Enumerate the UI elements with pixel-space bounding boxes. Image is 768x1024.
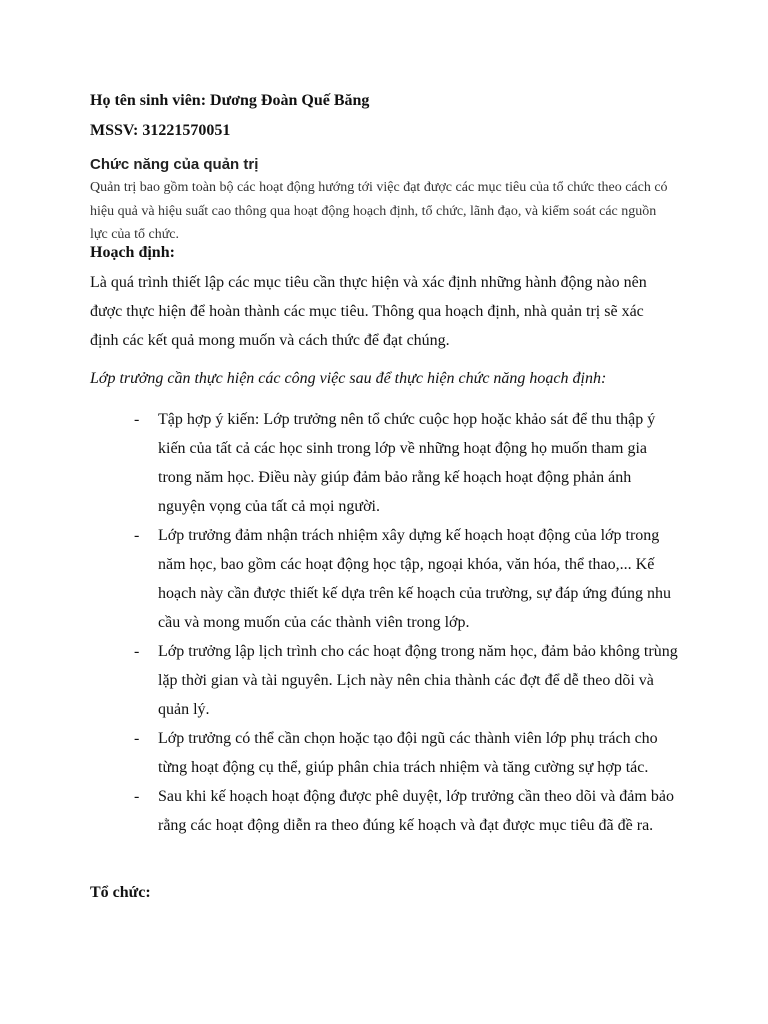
bullet-dash: -	[134, 730, 140, 747]
planning-heading: Hoạch định:	[90, 244, 175, 261]
list-item-text: Lớp trưởng đảm nhận trách nhiệm xây dựng kế hoạch hoạt động của lớp trong năm học, bao gồm các hoạt động học tập, ngoại khóa, văn hóa, thể thao,... Kế hoạch này cần được thiết kế dựa trên kế hoạch của trường, sự đáp ứng đúng nhu cầu và mong muốn của các thành viên trong lớp.	[158, 527, 672, 631]
section-intro: Quản trị bao gồm toàn bộ các hoạt động hướng tới việc đạt được các mục tiêu của tổ chức theo cách có hiệu quả và hiệu suất cao thông qua hoạt động hoạch định, tổ chức, lãnh đạo, và kiểm soát các nguồn lực của tổ chức.	[90, 180, 668, 242]
list-item-text: Lớp trưởng lập lịch trình cho các hoạt động trong năm học, đảm bảo không trùng lặp thời gian và tài nguyên. Lịch này nên chia thành các đợt để dễ theo dõi và quản lý.	[158, 643, 678, 718]
list-item	[90, 724, 680, 782]
bullet-dash: -	[134, 788, 140, 805]
planning-paragraph: Là quá trình thiết lập các mục tiêu cần thực hiện và xác định những hành động nào nên được thực hiện để hoàn thành các mục tiêu. Thông qua hoạch định, nhà quản trị sẽ xác định các kết quả mong muốn và cách thức để đạt chúng.	[90, 274, 647, 349]
bullet-dash: -	[134, 643, 140, 660]
list-item	[90, 521, 680, 637]
planning-task-list	[90, 405, 680, 840]
list-item	[90, 637, 680, 724]
student-name: Họ tên sinh viên: Dương Đoàn Quế Băng	[90, 92, 370, 109]
list-item-text: Sau khi kế hoạch hoạt động được phê duyệt, lớp trưởng cần theo dõi và đảm bảo rằng các hoạt động diễn ra theo đúng kế hoạch và đạt được mục tiêu đã đề ra.	[158, 788, 674, 834]
section-title: Chức năng của quản trị	[90, 156, 259, 173]
student-id: MSSV: 31221570051	[90, 122, 231, 139]
bullet-dash: -	[134, 527, 140, 544]
list-item	[90, 405, 680, 521]
bullet-dash: -	[134, 411, 140, 428]
list-item	[90, 782, 680, 840]
list-item-text: Lớp trưởng có thể cần chọn hoặc tạo đội ngũ các thành viên lớp phụ trách cho từng hoạt động cụ thể, giúp phân chia trách nhiệm và tăng cường sự hợp tác.	[158, 730, 658, 776]
list-item-text: Tập hợp ý kiến: Lớp trưởng nên tổ chức cuộc họp hoặc khảo sát để thu thập ý kiến của tất cả các học sinh trong lớp về những hoạt động họ muốn tham gia trong năm học. Điều này giúp đảm bảo rằng kế hoạch hoạt động phản ánh nguyện vọng của tất cả mọi người.	[158, 411, 656, 515]
planning-italic-intro: Lớp trưởng cần thực hiện các công việc sau để thực hiện chức năng hoạch định:	[90, 370, 607, 387]
organizing-heading: Tổ chức:	[90, 884, 151, 901]
